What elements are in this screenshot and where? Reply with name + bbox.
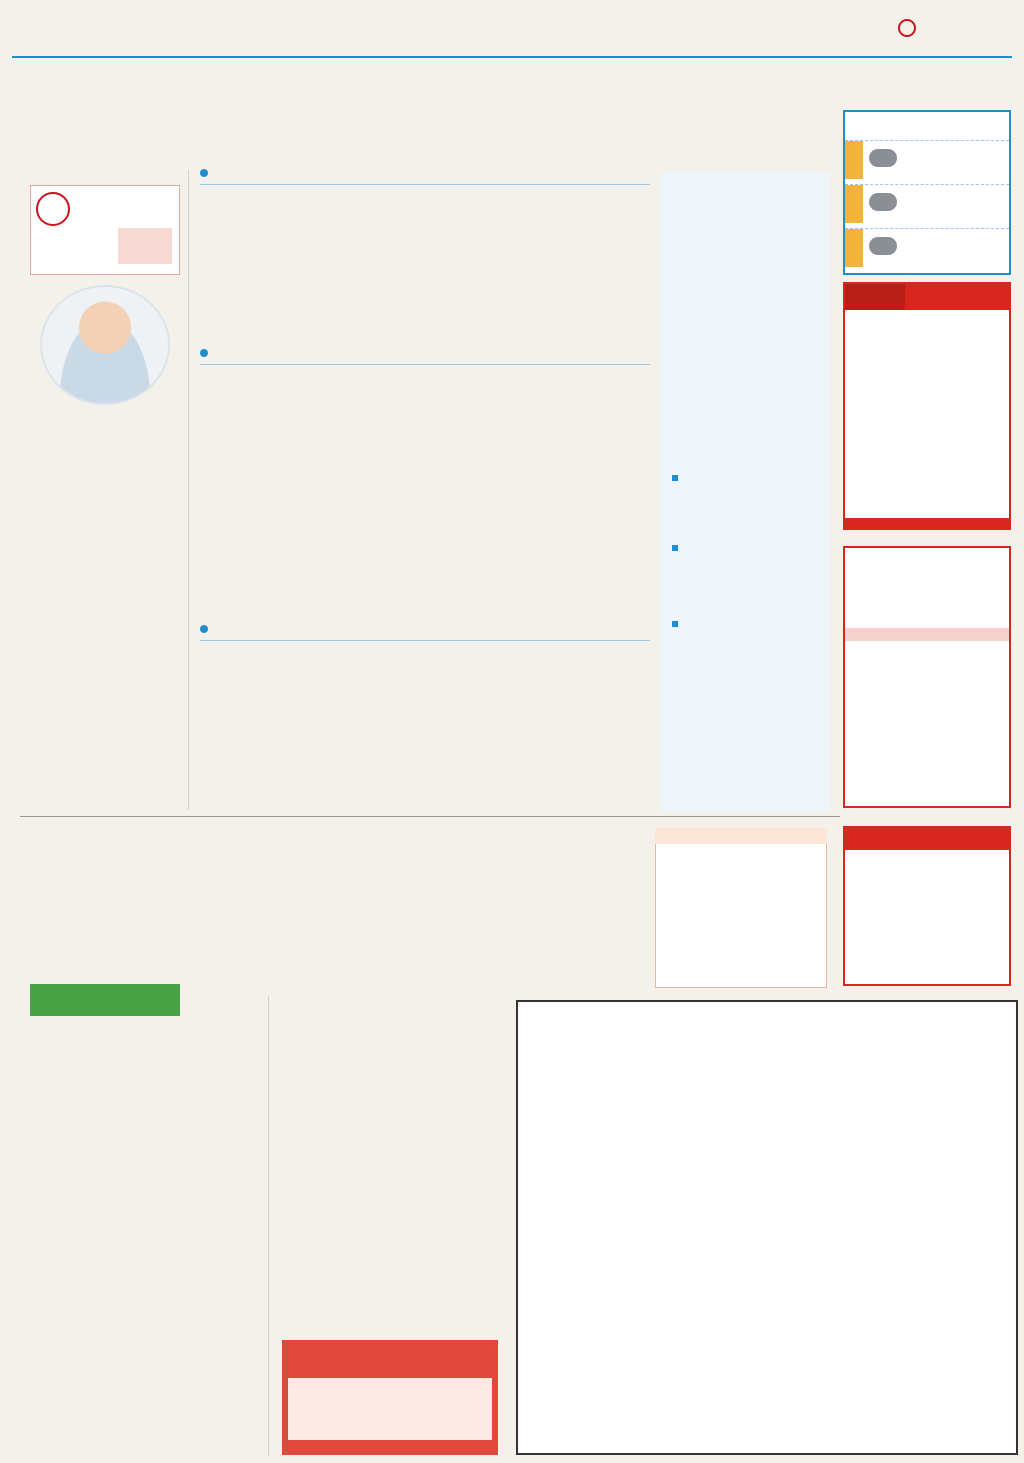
section-divider xyxy=(20,816,840,817)
masthead-rule xyxy=(12,56,1012,58)
report-grid xyxy=(288,1378,492,1440)
section-heading xyxy=(200,166,214,179)
lottery-footer xyxy=(845,518,1009,529)
section-rule xyxy=(200,364,650,365)
lottery-kl8-header xyxy=(845,828,1009,850)
tip-item-title xyxy=(672,544,682,554)
column-divider xyxy=(268,996,269,1456)
cloud-icon xyxy=(869,193,897,211)
section-rule xyxy=(200,640,650,641)
tip-item-title xyxy=(672,620,682,630)
weather-row xyxy=(845,140,1009,180)
price-box xyxy=(655,828,827,988)
health-badge xyxy=(118,228,172,264)
section-rule xyxy=(200,184,650,185)
cloud-icon xyxy=(869,149,897,167)
lottery-3d-box xyxy=(843,546,1011,808)
stamp-icon xyxy=(36,192,70,226)
lottery-kl8-box xyxy=(843,826,1011,986)
section-heading xyxy=(200,346,214,359)
price-box-head xyxy=(655,828,827,844)
section-heading xyxy=(200,622,214,635)
weather-row xyxy=(845,184,1009,224)
logo-icon xyxy=(898,19,916,37)
lottery-36-7-box xyxy=(843,282,1011,530)
tip-item-title xyxy=(672,474,682,484)
acupoint-tip-box xyxy=(660,172,830,812)
newspaper-logo xyxy=(898,14,920,38)
weather-day xyxy=(845,229,863,267)
traffic-campaign-tag xyxy=(30,984,180,1016)
lottery-result-head xyxy=(905,284,1009,310)
weather-day xyxy=(845,185,863,223)
column-divider xyxy=(188,170,189,810)
column-badge-title xyxy=(36,192,70,226)
rain-cloud-icon xyxy=(869,237,897,255)
lottery-tag xyxy=(845,284,905,310)
demolition-notice xyxy=(516,1000,1018,1455)
weather-row xyxy=(845,228,1009,268)
weather-day xyxy=(845,141,863,179)
doctor-photo xyxy=(40,285,170,405)
lottery-3d-table-title xyxy=(845,628,1009,641)
